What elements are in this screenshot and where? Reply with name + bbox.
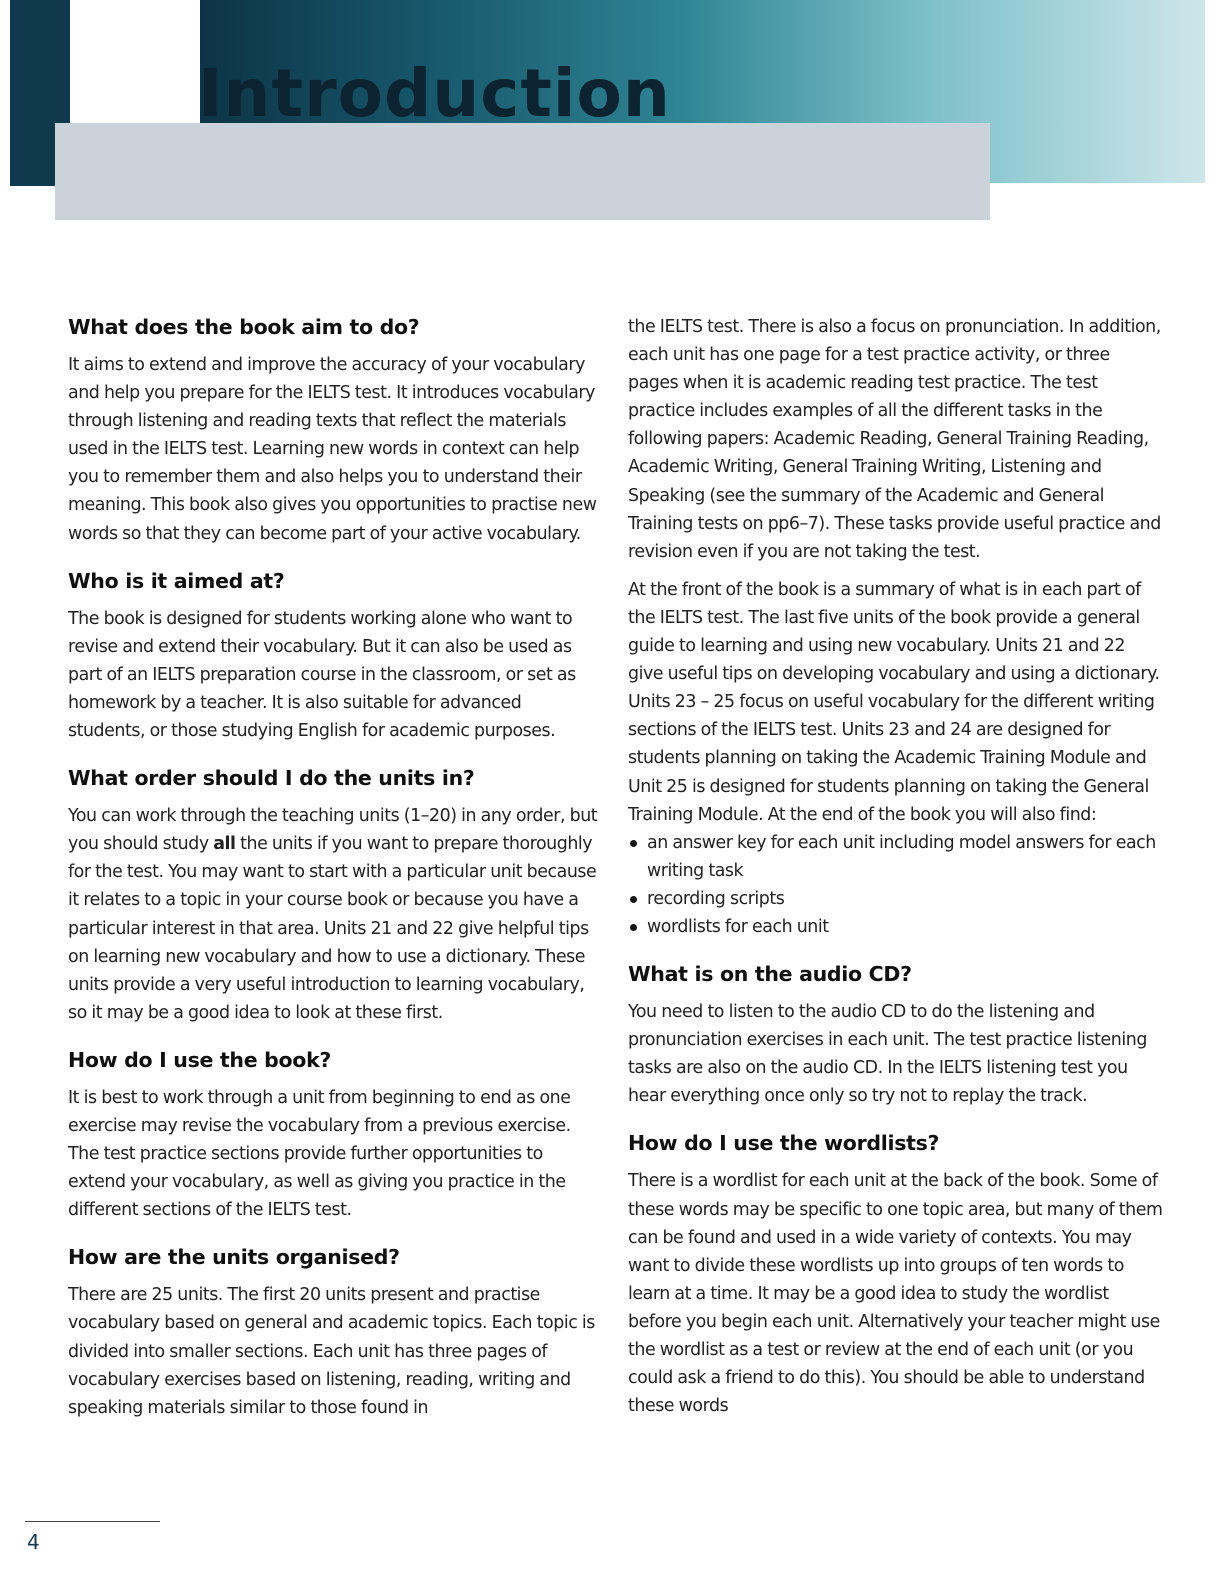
paragraph-usage: It is best to work through a unit from beginning to end as one exercise may revise the vocabulary from a previous exercise. The test practice sections provide further opportunities to extend your vocabulary, as well as giving you practice in the different sections of the IELTS test. xyxy=(68,1087,571,1221)
right-column xyxy=(628,313,1163,1430)
heading-order: What order should I do the units in? xyxy=(68,766,475,791)
paragraph-aim: It aims to extend and improve the accuracy of your vocabulary and help you prepare for the IELTS test. It introduces vocabulary through listening and reading texts that reflect the materials used in the IELTS test. Learning new words in context can help you to remember them and also helps you to understand their meaning. This book also gives you opportunities to practise new words so that they can become part of your active vocabulary. xyxy=(68,355,597,544)
paragraph-wordlists: There is a wordlist for each unit at the back of the book. Some of these words may be specific to one topic area, but many of them can be found and used in a wide variety of contexts. You may want to divide these wordlists up into groups of ten words to learn at a time. It may be a good idea to study the wordlist before you begin each unit. Alternatively your teacher might use the wordlist as a test or review at the end of each unit (or you could ask a friend to do this). You should be able to understand these words xyxy=(628,1171,1163,1417)
paragraph-organisation: There are 25 units. The first 20 units present and practise vocabulary based on general and academic topics. Each topic is divided into smaller sections. Each unit has three pages of vocabulary exercises based on listening, reading, writing and speaking materials similar to those found in xyxy=(68,1285,595,1418)
footer-rule xyxy=(25,1521,160,1522)
paragraph-test-practice: the IELTS test. There is also a focus on pronunciation. In addition, each unit has one page for a test practice activity, or three pages when it is academic reading test practice. The test practice includes examples of all the different tasks in the following papers: Academic Reading, General Training Reading, Academic Writing, General Training Writing, Listening and Speaking (see the summary of the Academic and General Training tests on pp6–7). These tasks provide useful practice and revision even if you are not taking the test. xyxy=(628,317,1161,562)
page-number: 4 xyxy=(27,1530,40,1554)
left-column xyxy=(68,312,598,1432)
order-text-a: You can work through the teaching units (1–20) in any order, but you should study xyxy=(68,806,598,855)
heading-audience: Who is it aimed at? xyxy=(68,568,285,593)
order-text-bold: all xyxy=(213,834,236,855)
list-item: wordlists for each unit xyxy=(628,913,1163,941)
paragraph-audio-cd: You need to listen to the audio CD to do the listening and pronunciation exercises in each unit. The test practice listening tasks are also on the audio CD. In the IELTS listening test you hear everything once only so try not to replay the track. xyxy=(628,1002,1147,1107)
paragraph-book-summary: At the front of the book is a summary of what is in each part of the IELTS test. The last five units of the book provide a general guide to learning and using new vocabulary. Units 21 and 22 give useful tips on developing vocabulary and using a dictionary. Units 23 – 25 focus on useful vocabulary for the different writing sections of the IELTS test. Units 23 and 24 are designed for students planning on taking the Academic Training Module and Unit 25 is designed for students planning on taking the General Training Module. At the end of the book you will also find: xyxy=(628,579,1160,825)
heading-aim: What does the book aim to do? xyxy=(68,315,420,339)
contents-list xyxy=(628,829,1163,941)
paragraph-order xyxy=(68,802,598,1027)
order-text-b: the units if you want to prepare thoroughly for the test. You may want to start with a particular unit because it relates to a topic in your course book or because you have a particular interest in that area. Units 21 and 22 give helpful tips on learning new vocabulary and how to use a dictionary. These units provide a very useful introduction to learning vocabulary, so it may be a good idea to look at these first. xyxy=(68,834,597,1023)
heading-audio-cd: What is on the audio CD? xyxy=(628,962,912,987)
heading-organisation: How are the units organised? xyxy=(68,1245,400,1270)
list-item: recording scripts xyxy=(628,885,1163,913)
heading-wordlists: How do I use the wordlists? xyxy=(628,1131,940,1156)
page-title: Introduction xyxy=(198,58,671,123)
heading-usage: How do I use the book? xyxy=(68,1047,332,1072)
paragraph-audience: The book is designed for students working alone who want to revise and extend their vocabulary. But it can also be used as part of an IELTS preparation course in the classroom, or set as homework by a teacher. It is also suitable for advanced students, or those studying English for academic purposes. xyxy=(68,608,576,742)
header-grey-panel xyxy=(55,123,990,220)
list-item: an answer key for each unit including model answers for each writing task xyxy=(628,829,1163,885)
